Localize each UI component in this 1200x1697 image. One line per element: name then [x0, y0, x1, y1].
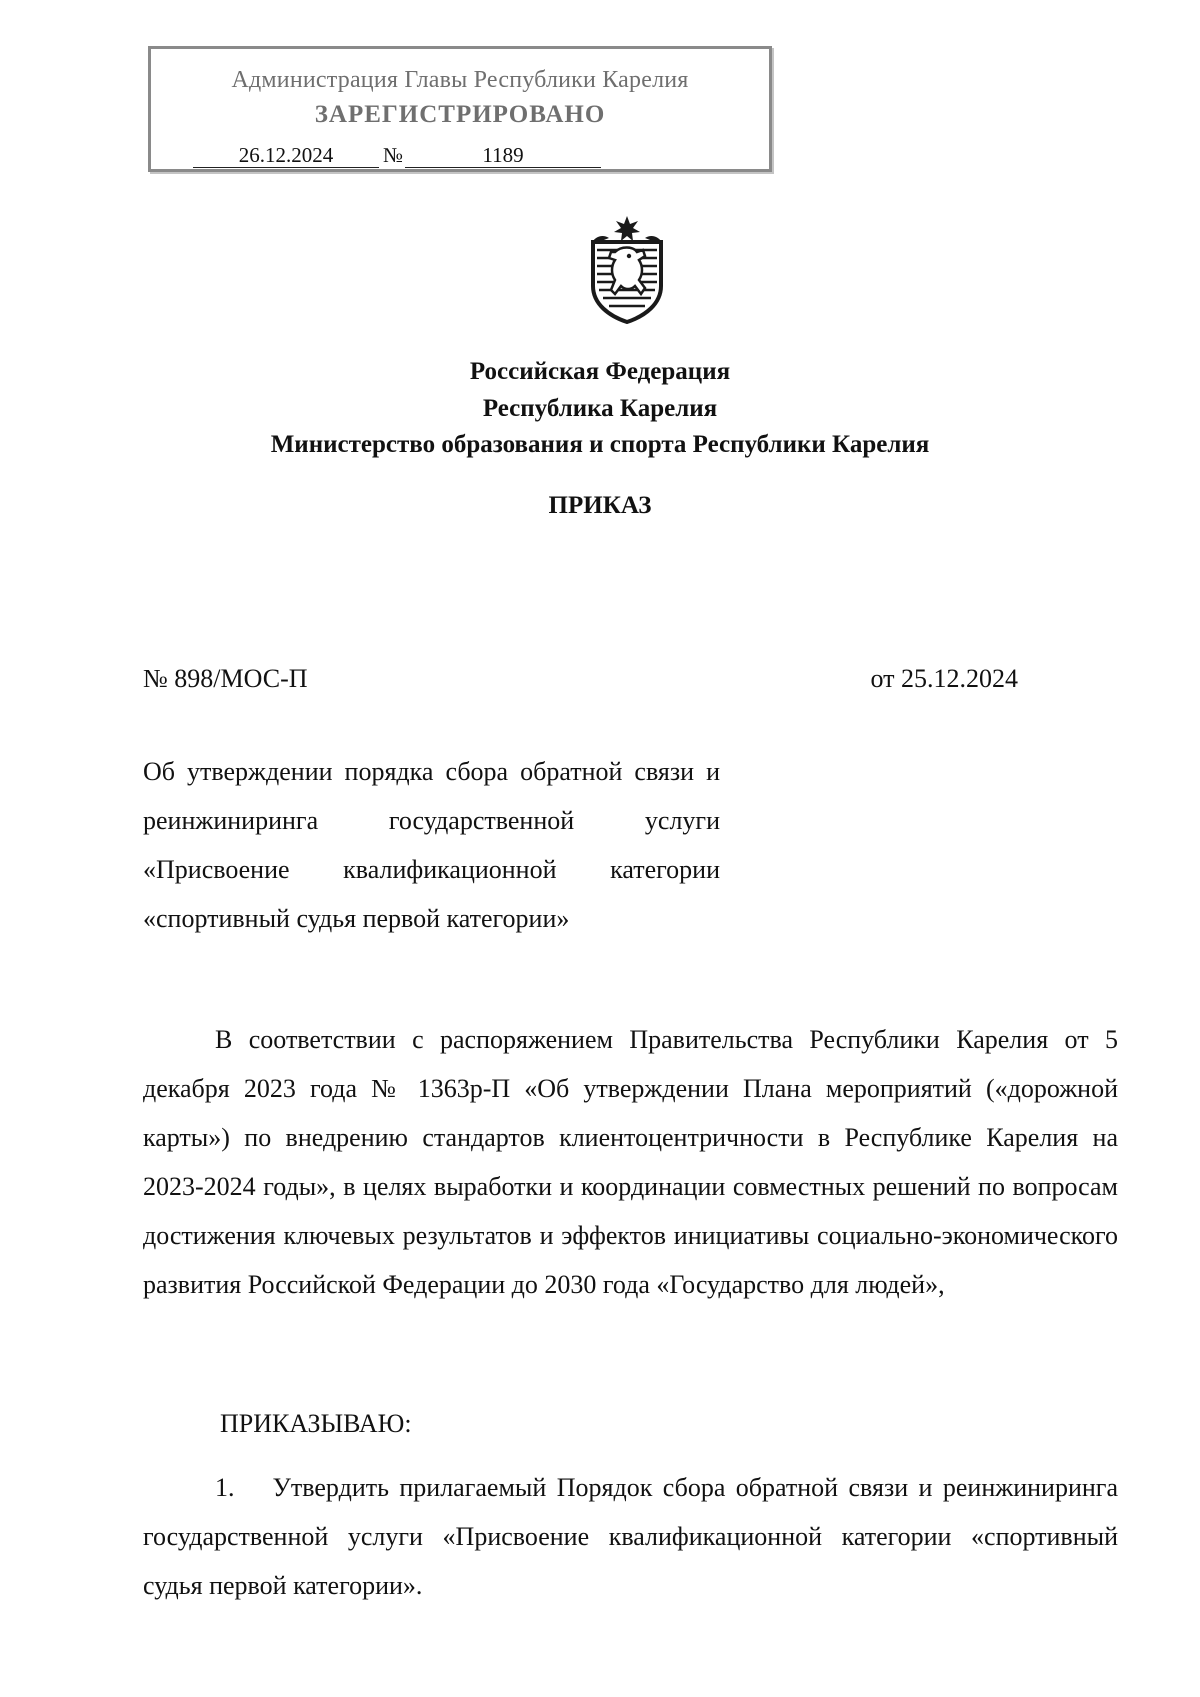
order-item — [143, 1463, 1118, 1610]
order-date: от 25.12.2024 — [870, 664, 1018, 693]
decree-word: ПРИКАЗЫВАЮ: — [220, 1409, 412, 1438]
header-country: Российская Федерация — [469, 358, 731, 385]
document-type: ПРИКАЗ — [548, 492, 652, 519]
item-number: 1. — [215, 1473, 235, 1502]
header-ministry: Министерство образования и спорта Республики Карелия — [270, 431, 930, 458]
order-subject: Об утверждении порядка сбора обратной связи и реинжиниринга государственной услуги «Присвоение квалификационной категории «спортивный судья первой категории» — [143, 757, 720, 933]
header-republic: Республика Карелия — [482, 395, 718, 422]
item-text: Утвердить прилагаемый Порядок сбора обратной связи и реинжиниринга государственной услуги «Присвоение квалификационной категории «спортивный судья первой категории». — [143, 1473, 1118, 1600]
preamble-paragraph: В соответствии с распоряжением Правительства Республики Карелия от 5 декабря 2023 года № 1363р-П «Об утверждении Плана мероприятий («дорожной карты») по внедрению стандартов клиентоцентричности в Республике Карелия на 2023-2024 годы», в целях выработки и координации совместных решений по вопросам достижения ключевых результатов и эффектов инициативы социально-экономического развития Российской Федерации до 2030 года «Государство для людей», — [143, 1025, 1118, 1299]
stamp-date: 26.12.2024 — [193, 143, 379, 168]
stamp-number-label: № — [383, 143, 404, 167]
registration-stamp — [148, 46, 772, 172]
stamp-number: 1189 — [405, 143, 601, 168]
stamp-authority: Администрация Главы Республики Карелия — [231, 67, 689, 93]
order-number: № 898/МОС-П — [143, 664, 308, 693]
karelia-coat-of-arms-icon — [585, 214, 669, 324]
stamp-status: ЗАРЕГИСТРИРОВАНО — [314, 101, 606, 128]
